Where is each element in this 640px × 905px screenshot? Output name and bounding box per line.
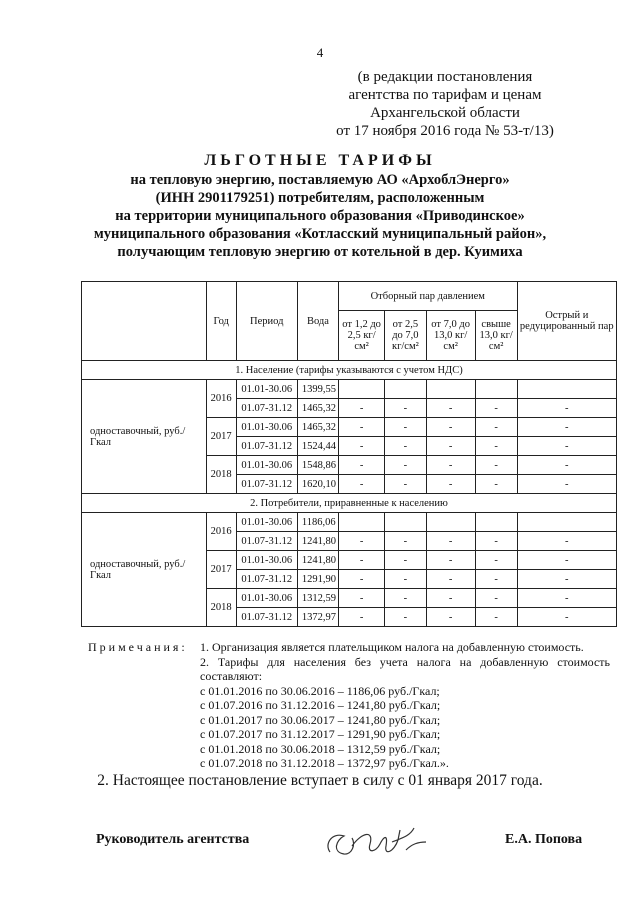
header-water: Вода bbox=[297, 282, 338, 361]
steam-value: - bbox=[385, 532, 426, 551]
period-cell: 01.07-31.12 bbox=[236, 570, 297, 589]
steam-value: - bbox=[475, 589, 517, 608]
steam-value: - bbox=[426, 456, 475, 475]
note-tariff-line: с 01.07.2017 по 31.12.2017 – 1291,90 руб./Гкал; bbox=[200, 727, 441, 741]
steam-value: - bbox=[339, 551, 385, 570]
steam-value bbox=[339, 513, 385, 532]
steam-value: - bbox=[426, 399, 475, 418]
table-row bbox=[82, 380, 617, 399]
period-cell: 01.07-31.12 bbox=[236, 475, 297, 494]
steam-value: - bbox=[426, 551, 475, 570]
steam-value: - bbox=[385, 475, 426, 494]
period-cell: 01.01-30.06 bbox=[236, 589, 297, 608]
steam-value bbox=[426, 380, 475, 399]
water-value: 1548,86 bbox=[297, 456, 338, 475]
steam-value: - bbox=[517, 437, 616, 456]
water-value: 1291,90 bbox=[297, 570, 338, 589]
period-cell: 01.07-31.12 bbox=[236, 608, 297, 627]
steam-value: - bbox=[385, 437, 426, 456]
title-line: муниципального образования «Котласский муниципальный район», bbox=[93, 226, 547, 242]
period-cell: 01.07-31.12 bbox=[236, 399, 297, 418]
steam-value: - bbox=[426, 589, 475, 608]
water-value: 1186,06 bbox=[297, 513, 338, 532]
steam-value: - bbox=[426, 475, 475, 494]
steam-value bbox=[517, 513, 616, 532]
water-value: 1312,59 bbox=[297, 589, 338, 608]
steam-value: - bbox=[475, 456, 517, 475]
signature-block bbox=[0, 822, 640, 872]
steam-value: - bbox=[385, 551, 426, 570]
signer-name: Е.А. Попова bbox=[505, 832, 583, 847]
steam-value: - bbox=[475, 532, 517, 551]
steam-value: - bbox=[426, 418, 475, 437]
year-cell: 2017 bbox=[206, 418, 236, 456]
steam-value: - bbox=[339, 608, 385, 627]
redaction-note bbox=[330, 68, 560, 140]
steam-value: - bbox=[475, 418, 517, 437]
steam-value: - bbox=[517, 551, 616, 570]
section-title: 2. Потребители, приравненные к населению bbox=[82, 494, 617, 513]
note-tariff-line: с 01.01.2018 по 30.06.2018 – 1312,59 руб./Гкал; bbox=[200, 741, 441, 756]
signer-position: Руководитель агентства bbox=[96, 832, 250, 847]
water-value: 1241,80 bbox=[297, 532, 338, 551]
steam-value: - bbox=[426, 532, 475, 551]
year-cell: 2017 bbox=[206, 551, 236, 589]
notes-label: Примечания: bbox=[88, 640, 188, 654]
steam-value: - bbox=[339, 532, 385, 551]
period-cell: 01.07-31.12 bbox=[236, 437, 297, 456]
steam-value: - bbox=[517, 608, 616, 627]
title-line: (ИНН 2901179251) потребителям, расположенным bbox=[155, 190, 485, 206]
tariff-type-label: одноставочный, руб./Гкал bbox=[82, 380, 207, 494]
note-item: 2. Тарифы для населения без учета налога на добавленную стоимость составляют: bbox=[200, 654, 610, 683]
steam-value: - bbox=[385, 399, 426, 418]
redaction-line: агентства по тарифам и ценам bbox=[348, 87, 542, 103]
water-value: 1241,80 bbox=[297, 551, 338, 570]
header-steam-col: свыше 13,0 кг/см² bbox=[475, 311, 517, 361]
steam-value: - bbox=[517, 456, 616, 475]
steam-value: - bbox=[339, 437, 385, 456]
header-period: Период bbox=[236, 282, 297, 361]
steam-value: - bbox=[517, 532, 616, 551]
note-item: 1. Организация является плательщиком налога на добавленную стоимость. bbox=[200, 640, 584, 654]
signature-graphic bbox=[322, 822, 432, 867]
title-line: на территории муниципального образования «Приводинское» bbox=[115, 208, 525, 224]
steam-value bbox=[385, 513, 426, 532]
period-cell: 01.07-31.12 bbox=[236, 532, 297, 551]
note-tariff-line: с 01.07.2018 по 31.12.2018 – 1372,97 руб./Гкал.». bbox=[200, 756, 449, 770]
steam-value: - bbox=[517, 475, 616, 494]
steam-value bbox=[475, 513, 517, 532]
steam-value bbox=[517, 380, 616, 399]
steam-value: - bbox=[475, 608, 517, 627]
year-cell: 2016 bbox=[206, 380, 236, 418]
steam-value: - bbox=[517, 418, 616, 437]
steam-value: - bbox=[339, 589, 385, 608]
steam-value: - bbox=[339, 456, 385, 475]
steam-value bbox=[385, 380, 426, 399]
note-tariff-line: с 01.07.2016 по 31.12.2016 – 1241,80 руб./Гкал; bbox=[200, 698, 441, 712]
section-title: 1. Население (тарифы указываются с учетом НДС) bbox=[82, 361, 617, 380]
period-cell: 01.01-30.06 bbox=[236, 380, 297, 399]
water-value: 1524,44 bbox=[297, 437, 338, 456]
steam-value bbox=[426, 513, 475, 532]
steam-value: - bbox=[475, 475, 517, 494]
steam-value: - bbox=[517, 589, 616, 608]
steam-value: - bbox=[385, 418, 426, 437]
tariff-type-label: одноставочный, руб./Гкал bbox=[82, 513, 207, 627]
header-sharp-steam: Острый и редуцированный пар bbox=[517, 282, 616, 361]
title-line: на тепловую энергию, поставляемую АО «АрхоблЭнерго» bbox=[130, 172, 510, 188]
steam-value: - bbox=[426, 608, 475, 627]
document-title bbox=[60, 152, 580, 261]
redaction-line: Архангельской области bbox=[370, 105, 520, 121]
redaction-line: (в редакции постановления bbox=[357, 69, 533, 85]
final-clause: 2. Настоящее постановление вступает в силу с 01 января 2017 года. bbox=[97, 772, 543, 789]
header-steam-group: Отборный пар давлением bbox=[339, 282, 518, 311]
steam-value: - bbox=[339, 399, 385, 418]
steam-value: - bbox=[385, 570, 426, 589]
title-line: получающим тепловую энергию от котельной в дер. Куимиха bbox=[117, 244, 523, 260]
title-heading: ЛЬГОТНЫЕ ТАРИФЫ bbox=[204, 152, 436, 169]
note-tariff-line: с 01.01.2017 по 30.06.2017 – 1241,80 руб./Гкал; bbox=[200, 712, 441, 727]
steam-value: - bbox=[475, 399, 517, 418]
redaction-line: от 17 ноября 2016 года № 53-т/13) bbox=[336, 123, 554, 139]
steam-value: - bbox=[475, 570, 517, 589]
steam-value: - bbox=[426, 437, 475, 456]
page-number: 4 bbox=[316, 45, 324, 60]
year-cell: 2016 bbox=[206, 513, 236, 551]
steam-value: - bbox=[475, 551, 517, 570]
header-empty bbox=[82, 282, 207, 361]
steam-value: - bbox=[339, 418, 385, 437]
table-row bbox=[82, 513, 617, 532]
steam-value: - bbox=[385, 608, 426, 627]
steam-value bbox=[339, 380, 385, 399]
water-value: 1465,32 bbox=[297, 399, 338, 418]
steam-value: - bbox=[339, 475, 385, 494]
year-cell: 2018 bbox=[206, 589, 236, 627]
tariff-table bbox=[81, 281, 617, 627]
steam-value bbox=[475, 380, 517, 399]
steam-value: - bbox=[339, 570, 385, 589]
steam-value: - bbox=[517, 570, 616, 589]
water-value: 1372,97 bbox=[297, 608, 338, 627]
period-cell: 01.01-30.06 bbox=[236, 513, 297, 532]
header-steam-col: от 1,2 до 2,5 кг/см² bbox=[339, 311, 385, 361]
steam-value: - bbox=[475, 437, 517, 456]
steam-value: - bbox=[385, 456, 426, 475]
year-cell: 2018 bbox=[206, 456, 236, 494]
steam-value: - bbox=[385, 589, 426, 608]
steam-value: - bbox=[426, 570, 475, 589]
steam-value: - bbox=[517, 399, 616, 418]
water-value: 1465,32 bbox=[297, 418, 338, 437]
header-year: Год bbox=[206, 282, 236, 361]
period-cell: 01.01-30.06 bbox=[236, 418, 297, 437]
header-steam-col: от 7,0 до 13,0 кг/см² bbox=[426, 311, 475, 361]
header-steam-col: от 2,5 до 7,0 кг/см² bbox=[385, 311, 426, 361]
water-value: 1399,55 bbox=[297, 380, 338, 399]
water-value: 1620,10 bbox=[297, 475, 338, 494]
period-cell: 01.01-30.06 bbox=[236, 456, 297, 475]
note-tariff-line: с 01.01.2016 по 30.06.2016 – 1186,06 руб./Гкал; bbox=[200, 683, 440, 698]
period-cell: 01.01-30.06 bbox=[236, 551, 297, 570]
